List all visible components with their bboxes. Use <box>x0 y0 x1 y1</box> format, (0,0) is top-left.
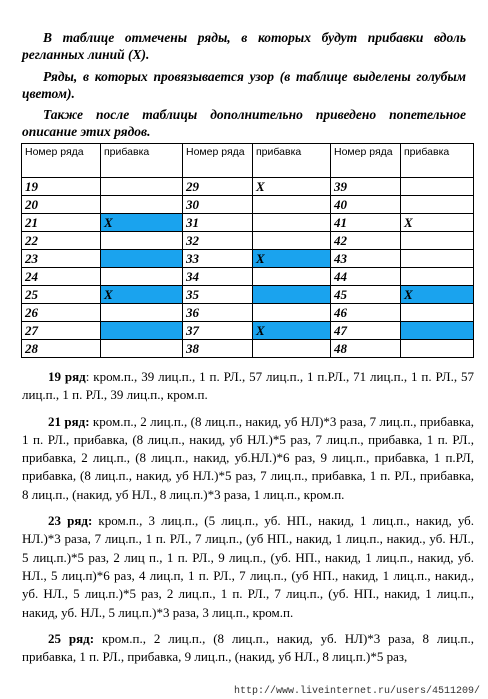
row-number-cell: 36 <box>183 304 253 322</box>
intro-block-3 <box>22 106 466 140</box>
increase-mark-cell <box>101 178 183 196</box>
increase-mark-cell <box>401 322 474 340</box>
increase-mark-cell: X <box>253 178 331 196</box>
intro-paragraph-2: Ряды, в которых провязывается узор (в таблице выделены голубым цветом). <box>22 69 466 101</box>
table-row <box>22 250 474 268</box>
row-number-cell: 29 <box>183 178 253 196</box>
increase-mark-cell <box>253 304 331 322</box>
row-descriptions <box>22 368 474 666</box>
header-cell: Номер ряда <box>331 144 401 178</box>
increase-mark-cell <box>101 268 183 286</box>
increase-mark-cell <box>401 340 474 358</box>
row-number-cell: 22 <box>22 232 101 250</box>
increase-mark-cell <box>401 268 474 286</box>
increase-mark-cell: X <box>253 322 331 340</box>
increase-mark-cell <box>101 322 183 340</box>
row-number-cell: 39 <box>331 178 401 196</box>
intro-paragraph-1: В таблице отмечены ряды, в которых будут прибавки вдоль регланных линий (Х). <box>22 30 466 62</box>
row-number-cell: 45 <box>331 286 401 304</box>
increase-mark-cell: X <box>401 286 474 304</box>
row-description <box>22 512 474 622</box>
row-number-cell: 33 <box>183 250 253 268</box>
increase-mark-cell <box>401 178 474 196</box>
row-number-cell: 35 <box>183 286 253 304</box>
row-description-text: кром.п., 2 лиц.п., (8 лиц.п., накид, уб НЛ)*3 раза, 7 лиц.п., прибавка, 1 п. РЛ., прибавка, (8 лиц.п., накид, уб НЛ.)*5 раз, 7 лиц.п., прибавка, 1 п. РЛ., прибавка, 2 лиц.п., (8 лиц.п., накид, уб.НЛ.)*6 раз, 9 лиц.п., прибавка, 1 п.РЛ, прибавка, (8 лиц.п., накид, уб НЛ.)*5 раз, 7 лиц.п., прибавка, 1 п. РЛ., прибавка, 8 лиц.п., (накид, уб НЛ., 8 лиц.п.)*3 раза, 1 лиц.п., кром.п. <box>22 413 475 502</box>
row-number-cell: 42 <box>331 232 401 250</box>
increase-mark-cell <box>101 232 183 250</box>
table-row <box>22 196 474 214</box>
increase-mark-cell: X <box>101 286 183 304</box>
row-number-cell: 40 <box>331 196 401 214</box>
increase-mark-cell <box>401 250 474 268</box>
row-number-cell: 37 <box>183 322 253 340</box>
row-number-cell: 43 <box>331 250 401 268</box>
table-row <box>22 232 474 250</box>
increase-mark-cell <box>101 196 183 214</box>
row-description-text: кром.п., 3 лиц.п., (5 лиц.п., уб. НП., накид, 1 лиц.п., накид, уб. НЛ.)*3 раза, 7 лиц.п., 1 п. РЛ., 7 лиц.п., (уб НП., накид, 1 лиц.п., накид., уб. НЛ., 5 лиц.п.)*5 раз, 2 лиц п., 1 п. РЛ., 9 лиц.п., (уб. НП., накид, 1 лиц.п., накид, уб. НЛ., 5 лиц.п)*6 раз, 4 лиц.п, 1 п. РЛ., 7 лиц.п., (уб НП., накид, 1 лиц.п., накид., уб. НЛ., 5 лиц.п.)*5 раз, 2 лиц.п., 1 п. РЛ., 7 лиц.п., (уб. НП., накид, 1 лиц.п., накид, уб. НЛ., 5 лиц.п.)*3 раза, 3 лиц.п., кром.п. <box>22 513 475 620</box>
row-number-cell: 23 <box>22 250 101 268</box>
increase-mark-cell <box>253 286 331 304</box>
increase-mark-cell <box>101 304 183 322</box>
table-row <box>22 322 474 340</box>
row-number-cell: 31 <box>183 214 253 232</box>
table-row <box>22 286 474 304</box>
row-number-cell: 46 <box>331 304 401 322</box>
row-number-cell: 20 <box>22 196 101 214</box>
row-number-cell: 28 <box>22 340 101 358</box>
header-cell: Номер ряда <box>22 144 101 178</box>
row-description-separator <box>94 631 102 646</box>
row-number-cell: 25 <box>22 286 101 304</box>
row-number-cell: 34 <box>183 268 253 286</box>
row-number-cell: 44 <box>331 268 401 286</box>
intro-paragraph-3: Также после таблицы дополнительно приведено попетельное описание этих рядов. <box>22 107 466 139</box>
row-number-cell: 41 <box>331 214 401 232</box>
increase-mark-cell <box>253 196 331 214</box>
row-number-cell: 24 <box>22 268 101 286</box>
increase-mark-cell <box>253 268 331 286</box>
header-cell: прибавка <box>401 144 474 178</box>
footer-url: http://www.liveinternet.ru/users/4511209/ <box>233 686 480 697</box>
rows-table <box>21 143 474 358</box>
increase-mark-cell <box>101 250 183 268</box>
table-row <box>22 304 474 322</box>
row-number-cell: 38 <box>183 340 253 358</box>
row-number-cell: 27 <box>22 322 101 340</box>
increase-mark-cell <box>253 340 331 358</box>
table-row <box>22 268 474 286</box>
increase-mark-cell <box>101 340 183 358</box>
increase-mark-cell <box>401 196 474 214</box>
row-number-cell: 19 <box>22 178 101 196</box>
header-cell: прибавка <box>101 144 183 178</box>
row-number-cell: 21 <box>22 214 101 232</box>
row-description <box>22 630 474 667</box>
increase-mark-cell <box>401 232 474 250</box>
increase-mark-cell: X <box>253 250 331 268</box>
table-row <box>22 214 474 232</box>
row-description-label: 25 ряд: <box>48 630 95 646</box>
increase-mark-cell <box>253 232 331 250</box>
row-number-cell: 26 <box>22 304 101 322</box>
row-number-cell: 32 <box>183 232 253 250</box>
row-description <box>22 368 474 405</box>
increase-mark-cell: X <box>101 214 183 232</box>
row-number-cell: 48 <box>331 340 401 358</box>
row-description-separator: : <box>85 369 94 384</box>
row-description-label: 21 ряд: <box>48 413 90 429</box>
increase-mark-cell <box>253 214 331 232</box>
row-description-label: 19 ряд <box>48 369 86 384</box>
table-header-row <box>22 144 474 178</box>
row-description-text: кром.п., 2 лиц.п., (8 лиц.п., накид, уб. НЛ)*3 раза, 8 лиц.п., прибавка, 1 п. РЛ., прибавка, 9 лиц.п., (накид, уб НЛ., 8 лиц.п.)*5 раз, <box>22 630 474 665</box>
row-description-text: кром.п., 39 лиц.п., 1 п. РЛ., 57 лиц.п., 1 п.РЛ., 71 лиц.п., 1 п. РЛ., 57 лиц.п., 1 п. РЛ., 39 лиц.п., кром.п. <box>22 369 475 403</box>
intro-block-2 <box>22 68 466 102</box>
increase-mark-cell: X <box>401 214 474 232</box>
row-description-label: 23 ряд: <box>48 513 93 529</box>
increase-mark-cell <box>401 304 474 322</box>
header-cell: прибавка <box>253 144 331 178</box>
table-row <box>22 178 474 196</box>
row-number-cell: 47 <box>331 322 401 340</box>
row-description <box>22 413 474 504</box>
table-row <box>22 340 474 358</box>
row-number-cell: 30 <box>183 196 253 214</box>
header-cell: Номер ряда <box>183 144 253 178</box>
intro-block <box>22 29 466 63</box>
